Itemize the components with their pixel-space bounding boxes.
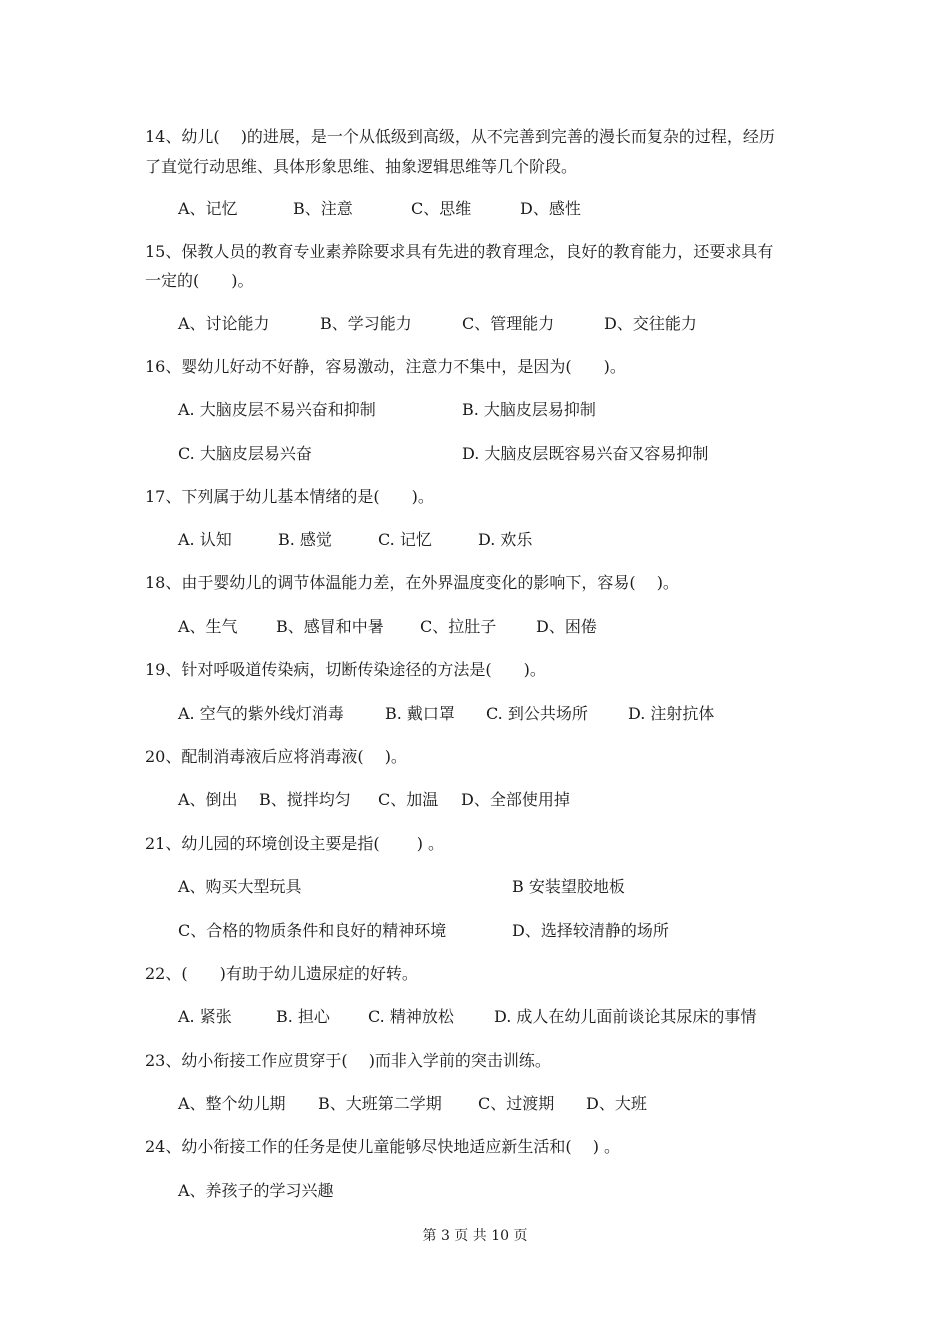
question-14-option-a: A、记忆: [178, 199, 238, 218]
question-16-option-b: B. 大脑皮层易抑制: [462, 400, 596, 419]
question-15-stem-line-2: 一定的( )。: [145, 271, 254, 290]
question-14-option-c: C、思维: [411, 199, 472, 218]
question-14-option-d: D、感性: [520, 199, 581, 218]
question-22-option-d: D. 成人在幼儿面前谈论其尿床的事情: [494, 1007, 757, 1026]
question-16-stem: 16、婴幼儿好动不好静，容易激动，注意力不集中，是因为( )。: [145, 357, 626, 376]
question-20-option-b: B、搅拌均匀: [259, 790, 351, 809]
question-21-option-b: B 安装望胶地板: [512, 877, 625, 896]
question-17-option-d: D. 欢乐: [478, 530, 533, 549]
question-18-option-c: C、拉肚子: [420, 617, 497, 636]
question-17-option-a: A. 认知: [178, 530, 232, 549]
question-18-option-d: D、困倦: [536, 617, 597, 636]
question-15-option-b: B、学习能力: [320, 314, 412, 333]
question-14-option-b: B、注意: [293, 199, 353, 218]
question-24-option-a: A、养孩子的学习兴趣: [178, 1181, 334, 1200]
question-14-stem-line-2: 了直觉行动思维、具体形象思维、抽象逻辑思维等几个阶段。: [145, 157, 578, 176]
question-15-stem-line-1: 15、保教人员的教育专业素养除要求具有先进的教育理念，良好的教育能力，还要求具有: [145, 242, 774, 261]
page-number-footer: 第 3 页 共 10 页: [422, 1228, 528, 1244]
question-20-stem: 20、配制消毒液后应将消毒液( )。: [145, 747, 407, 766]
question-23-option-d: D、大班: [586, 1094, 647, 1113]
question-21-option-c: C、合格的物质条件和良好的精神环境: [178, 921, 447, 940]
question-19-option-b: B. 戴口罩: [385, 704, 455, 723]
question-16-option-d: D. 大脑皮层既容易兴奋又容易抑制: [462, 444, 709, 463]
question-21-option-d: D、选择较清静的场所: [512, 921, 669, 940]
question-20-option-c: C、加温: [378, 790, 439, 809]
question-23-option-b: B、大班第二学期: [318, 1094, 442, 1113]
question-24-stem: 24、幼小衔接工作的任务是使儿童能够尽快地适应新生活和( ) 。: [145, 1137, 621, 1156]
question-18-stem: 18、由于婴幼儿的调节体温能力差，在外界温度变化的影响下，容易( )。: [145, 573, 679, 592]
question-16-option-c: C. 大脑皮层易兴奋: [178, 444, 312, 463]
question-16-option-a: A. 大脑皮层不易兴奋和抑制: [178, 400, 376, 419]
question-22-stem: 22、( )有助于幼儿遗尿症的好转。: [145, 964, 418, 983]
question-17-option-c: C. 记忆: [378, 530, 432, 549]
question-23-option-c: C、过渡期: [478, 1094, 555, 1113]
question-21-stem: 21、幼儿园的环境创设主要是指( ) 。: [145, 834, 445, 853]
question-15-option-a: A、讨论能力: [178, 314, 270, 333]
question-22-option-a: A. 紧张: [178, 1007, 232, 1026]
question-14-stem-line-1: 14、幼儿( )的进展，是一个从低级到高级，从不完善到完善的漫长而复杂的过程，经历: [145, 127, 775, 146]
question-20-option-d: D、全部使用掉: [461, 790, 570, 809]
question-19-option-c: C. 到公共场所: [486, 704, 588, 723]
question-18-option-b: B、感冒和中暑: [276, 617, 384, 636]
question-22-option-b: B. 担心: [276, 1007, 330, 1026]
question-19-option-a: A. 空气的紫外线灯消毒: [178, 704, 344, 723]
question-17-stem: 17、下列属于幼儿基本情绪的是( )。: [145, 487, 434, 506]
question-19-stem: 19、针对呼吸道传染病，切断传染途径的方法是( )。: [145, 660, 546, 679]
question-23-stem: 23、幼小衔接工作应贯穿于( )而非入学前的突击训练。: [145, 1051, 551, 1070]
question-22-option-c: C. 精神放松: [368, 1007, 454, 1026]
question-18-option-a: A、生气: [178, 617, 238, 636]
question-20-option-a: A、倒出: [178, 790, 238, 809]
question-19-option-d: D. 注射抗体: [628, 704, 715, 723]
question-15-option-d: D、交往能力: [604, 314, 697, 333]
question-17-option-b: B. 感觉: [278, 530, 332, 549]
question-21-option-a: A、购买大型玩具: [178, 877, 302, 896]
question-23-option-a: A、整个幼儿期: [178, 1094, 286, 1113]
question-15-option-c: C、管理能力: [462, 314, 555, 333]
